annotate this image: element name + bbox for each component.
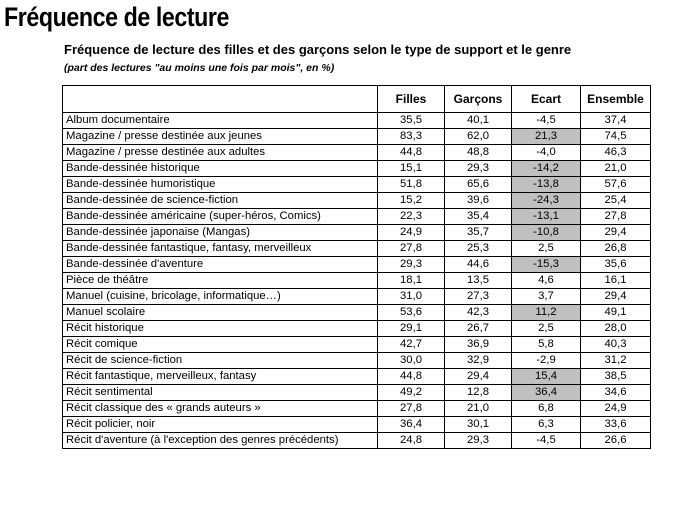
cell-ecart: -2,9 <box>512 353 581 369</box>
table-row <box>63 129 651 145</box>
row-label: Récit policier, noir <box>63 417 378 433</box>
table-subtitle: Fréquence de lecture des filles et des garçons selon le type de support et le genre <box>64 42 572 57</box>
table-row <box>63 385 651 401</box>
cell-garcons: 65,6 <box>445 177 512 193</box>
cell-garcons: 32,9 <box>445 353 512 369</box>
row-label: Bande-dessinée fantastique, fantasy, merveilleux <box>63 241 378 257</box>
table-body <box>63 113 651 449</box>
cell-ensemble: 16,1 <box>581 273 651 289</box>
table-row <box>63 353 651 369</box>
cell-ecart: 2,5 <box>512 321 581 337</box>
cell-garcons: 13,5 <box>445 273 512 289</box>
cell-garcons: 36,9 <box>445 337 512 353</box>
cell-garcons: 62,0 <box>445 129 512 145</box>
row-label: Bande-dessinée de science-fiction <box>63 193 378 209</box>
header-garcons: Garçons <box>445 86 512 113</box>
table-row <box>63 337 651 353</box>
cell-ecart: 15,4 <box>512 369 581 385</box>
cell-garcons: 26,7 <box>445 321 512 337</box>
cell-ecart: 6,3 <box>512 417 581 433</box>
cell-ensemble: 29,4 <box>581 289 651 305</box>
cell-ecart: 4,6 <box>512 273 581 289</box>
row-label: Bande-dessinée d'aventure <box>63 257 378 273</box>
cell-ecart: 2,5 <box>512 241 581 257</box>
row-label: Bande-dessinée américaine (super-héros, Comics) <box>63 209 378 225</box>
table-row <box>63 177 651 193</box>
cell-ensemble: 33,6 <box>581 417 651 433</box>
cell-ensemble: 49,1 <box>581 305 651 321</box>
cell-filles: 18,1 <box>378 273 445 289</box>
table-row <box>63 433 651 449</box>
cell-ensemble: 27,8 <box>581 209 651 225</box>
row-label: Récit classique des « grands auteurs » <box>63 401 378 417</box>
table-row <box>63 401 651 417</box>
cell-ecart: -13,1 <box>512 209 581 225</box>
reading-frequency-table <box>62 85 651 449</box>
cell-filles: 83,3 <box>378 129 445 145</box>
row-label: Récit d'aventure (à l'exception des genres précédents) <box>63 433 378 449</box>
row-label: Bande-dessinée japonaise (Mangas) <box>63 225 378 241</box>
cell-filles: 51,8 <box>378 177 445 193</box>
row-label: Récit historique <box>63 321 378 337</box>
cell-ensemble: 25,4 <box>581 193 651 209</box>
cell-garcons: 39,6 <box>445 193 512 209</box>
cell-filles: 36,4 <box>378 417 445 433</box>
cell-ensemble: 38,5 <box>581 369 651 385</box>
header-corner <box>63 86 378 113</box>
cell-ensemble: 28,0 <box>581 321 651 337</box>
cell-ensemble: 46,3 <box>581 145 651 161</box>
cell-ecart: -4,5 <box>512 433 581 449</box>
table-row <box>63 257 651 273</box>
cell-filles: 31,0 <box>378 289 445 305</box>
header-ecart: Ecart <box>512 86 581 113</box>
cell-ecart: -14,2 <box>512 161 581 177</box>
table-row <box>63 369 651 385</box>
row-label: Récit comique <box>63 337 378 353</box>
cell-filles: 42,7 <box>378 337 445 353</box>
cell-ensemble: 24,9 <box>581 401 651 417</box>
table-row <box>63 161 651 177</box>
cell-ensemble: 57,6 <box>581 177 651 193</box>
cell-ecart: 21,3 <box>512 129 581 145</box>
cell-ensemble: 40,3 <box>581 337 651 353</box>
table-row <box>63 113 651 129</box>
cell-garcons: 35,4 <box>445 209 512 225</box>
cell-ecart: -15,3 <box>512 257 581 273</box>
header-ensemble: Ensemble <box>581 86 651 113</box>
cell-garcons: 21,0 <box>445 401 512 417</box>
cell-ensemble: 74,5 <box>581 129 651 145</box>
cell-garcons: 12,8 <box>445 385 512 401</box>
cell-filles: 30,0 <box>378 353 445 369</box>
cell-ensemble: 35,6 <box>581 257 651 273</box>
cell-ecart: 36,4 <box>512 385 581 401</box>
table-header-row <box>63 86 651 113</box>
cell-ensemble: 29,4 <box>581 225 651 241</box>
row-label: Bande-dessinée humoristique <box>63 177 378 193</box>
cell-ecart: -4,5 <box>512 113 581 129</box>
cell-filles: 29,1 <box>378 321 445 337</box>
cell-filles: 44,8 <box>378 145 445 161</box>
cell-ecart: 11,2 <box>512 305 581 321</box>
table-row <box>63 241 651 257</box>
cell-filles: 35,5 <box>378 113 445 129</box>
cell-ecart: -4,0 <box>512 145 581 161</box>
table-row <box>63 417 651 433</box>
cell-ecart: 6,8 <box>512 401 581 417</box>
table-row <box>63 193 651 209</box>
cell-ensemble: 37,4 <box>581 113 651 129</box>
cell-ensemble: 31,2 <box>581 353 651 369</box>
cell-ecart: -10,8 <box>512 225 581 241</box>
table-row <box>63 305 651 321</box>
cell-ecart: -24,3 <box>512 193 581 209</box>
cell-ecart: 3,7 <box>512 289 581 305</box>
header-filles: Filles <box>378 86 445 113</box>
cell-ecart: 5,8 <box>512 337 581 353</box>
table-row <box>63 321 651 337</box>
row-label: Récit sentimental <box>63 385 378 401</box>
row-label: Bande-dessinée historique <box>63 161 378 177</box>
cell-garcons: 29,3 <box>445 161 512 177</box>
row-label: Récit fantastique, merveilleux, fantasy <box>63 369 378 385</box>
cell-garcons: 29,4 <box>445 369 512 385</box>
row-label: Manuel (cuisine, bricolage, informatique…) <box>63 289 378 305</box>
cell-filles: 49,2 <box>378 385 445 401</box>
cell-garcons: 30,1 <box>445 417 512 433</box>
row-label: Pièce de théâtre <box>63 273 378 289</box>
cell-ensemble: 34,6 <box>581 385 651 401</box>
cell-ensemble: 21,0 <box>581 161 651 177</box>
row-label: Récit de science-fiction <box>63 353 378 369</box>
cell-garcons: 25,3 <box>445 241 512 257</box>
cell-filles: 15,2 <box>378 193 445 209</box>
table-row <box>63 209 651 225</box>
cell-filles: 53,6 <box>378 305 445 321</box>
cell-ecart: -13,8 <box>512 177 581 193</box>
cell-filles: 24,9 <box>378 225 445 241</box>
table-row <box>63 145 651 161</box>
table-row <box>63 273 651 289</box>
cell-garcons: 44,6 <box>445 257 512 273</box>
cell-filles: 29,3 <box>378 257 445 273</box>
cell-filles: 27,8 <box>378 241 445 257</box>
table-row <box>63 225 651 241</box>
page-title: Fréquence de lecture <box>4 2 229 32</box>
table-note: (part des lectures "au moins une fois par mois", en %) <box>64 62 335 74</box>
row-label: Manuel scolaire <box>63 305 378 321</box>
row-label: Magazine / presse destinée aux adultes <box>63 145 378 161</box>
cell-garcons: 48,8 <box>445 145 512 161</box>
cell-ensemble: 26,6 <box>581 433 651 449</box>
cell-garcons: 40,1 <box>445 113 512 129</box>
cell-filles: 44,8 <box>378 369 445 385</box>
cell-filles: 15,1 <box>378 161 445 177</box>
cell-garcons: 42,3 <box>445 305 512 321</box>
cell-filles: 24,8 <box>378 433 445 449</box>
cell-garcons: 29,3 <box>445 433 512 449</box>
cell-garcons: 27,3 <box>445 289 512 305</box>
cell-garcons: 35,7 <box>445 225 512 241</box>
cell-ensemble: 26,8 <box>581 241 651 257</box>
row-label: Album documentaire <box>63 113 378 129</box>
row-label: Magazine / presse destinée aux jeunes <box>63 129 378 145</box>
cell-filles: 27,8 <box>378 401 445 417</box>
table-row <box>63 289 651 305</box>
cell-filles: 22,3 <box>378 209 445 225</box>
